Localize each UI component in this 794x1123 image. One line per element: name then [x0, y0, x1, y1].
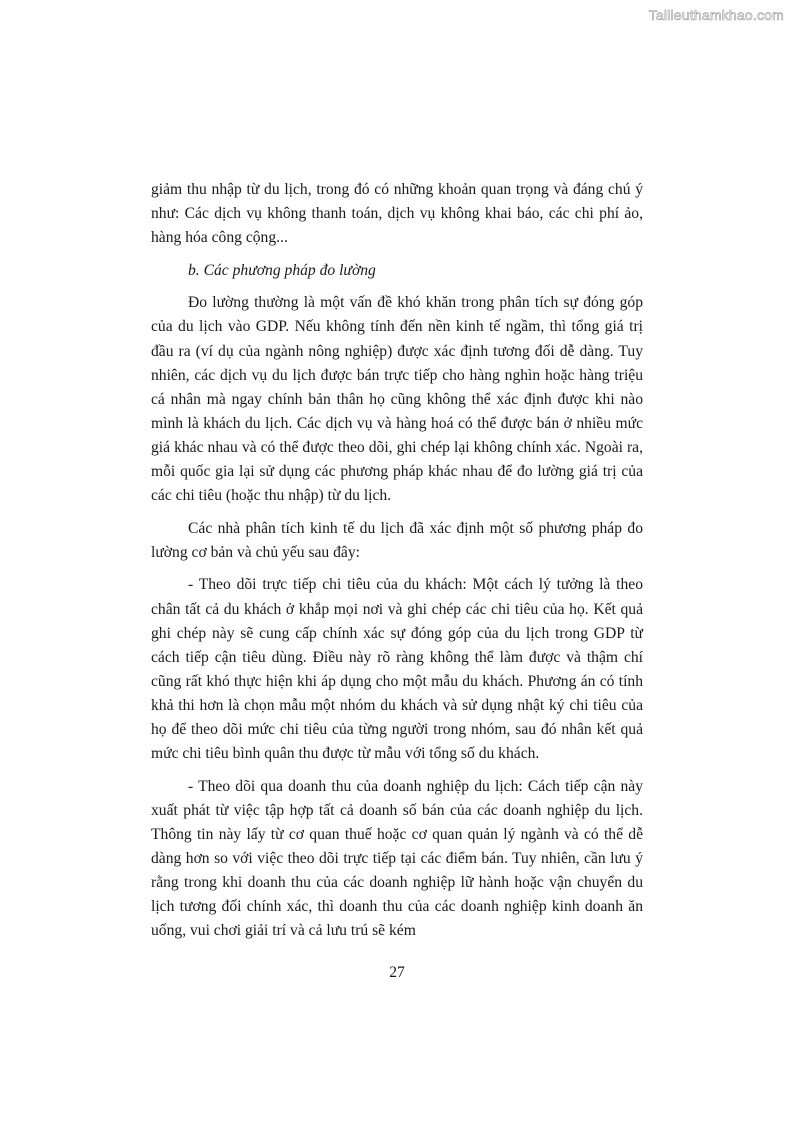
page-body	[151, 178, 643, 952]
page-number: 27	[389, 964, 405, 981]
paragraph-direct-tracking: - Theo dõi trực tiếp chi tiêu của du khách: Một cách lý tưởng là theo chân tất cả du khách ở khắp mọi nơi và ghi chép các chi tiêu của họ. Kết quả ghi chép này sẽ cung cấp chính xác sự đóng góp của du lịch trong GDP từ cách tiếp cận tiêu dùng. Điều này rõ ràng không thể làm được và thậm chí cũng rất khó thực hiện khi áp dụng cho một mẫu du khách. Phương án có tính khả thi hơn là chọn mẫu một nhóm du khách và sử dụng nhật ký chi tiêu của họ để theo dõi mức chi tiêu của từng người trong nhóm, sau đó nhân kết quả mức chi tiêu bình quân thu được từ mẫu với tổng số du khách.	[151, 576, 643, 763]
paragraph-measurement-difficulty: Đo lường thường là một vấn đề khó khăn trong phân tích sự đóng góp của du lịch vào GDP. Nếu không tính đến nền kinh tế ngầm, thì tổng giá trị đầu ra (ví dụ của ngành nông nghiệp) được xác định tương đối dễ dàng. Tuy nhiên, các dịch vụ du lịch được bán trực tiếp cho hàng nghìn hoặc hàng triệu cá nhân mà ngay chính bản thân họ cũng không thể xác định được khi nào mình là khách du lịch. Các dịch vụ và hàng hoá có thể được bán ở nhiều mức giá khác nhau và có thể được theo dõi, ghi chép lại không chính xác. Ngoài ra, mỗi quốc gia lại sử dụng các phương pháp khác nhau để đo lường giá trị của các chi tiêu (hoặc thu nhập) từ du lịch.	[151, 294, 643, 505]
paragraph-continuation: giảm thu nhập từ du lịch, trong đó có những khoản quan trọng và đáng chú ý như: Các dịch vụ không thanh toán, dịch vụ không khai báo, các chi phí ảo, hàng hóa công cộng...	[151, 181, 643, 247]
paragraph-methods-intro: Các nhà phân tích kinh tế du lịch đã xác định một số phương pháp đo lường cơ bản và chủ yếu sau đây:	[151, 519, 643, 561]
section-subheading: b. Các phương pháp đo lường	[188, 261, 376, 279]
paragraph-business-revenue: - Theo dõi qua doanh thu của doanh nghiệp du lịch: Cách tiếp cận này xuất phát từ việc tập hợp tất cả doanh số bán của các doanh nghiệp du lịch. Thông tin này lấy từ cơ quan thuế hoặc cơ quan quản lý ngành và có thể dễ dàng hơn so với việc theo dõi trực tiếp tại các điểm bán. Tuy nhiên, cần lưu ý rằng trong khi doanh thu của các doanh nghiệp lữ hành hoặc vận chuyển du lịch tương đối chính xác, thì doanh thu của các doanh nghiệp kinh doanh ăn uống, vui chơi giải trí và cả lưu trú sẽ kém	[151, 777, 643, 940]
watermark: Tailieuthamkhao.com	[648, 7, 784, 23]
